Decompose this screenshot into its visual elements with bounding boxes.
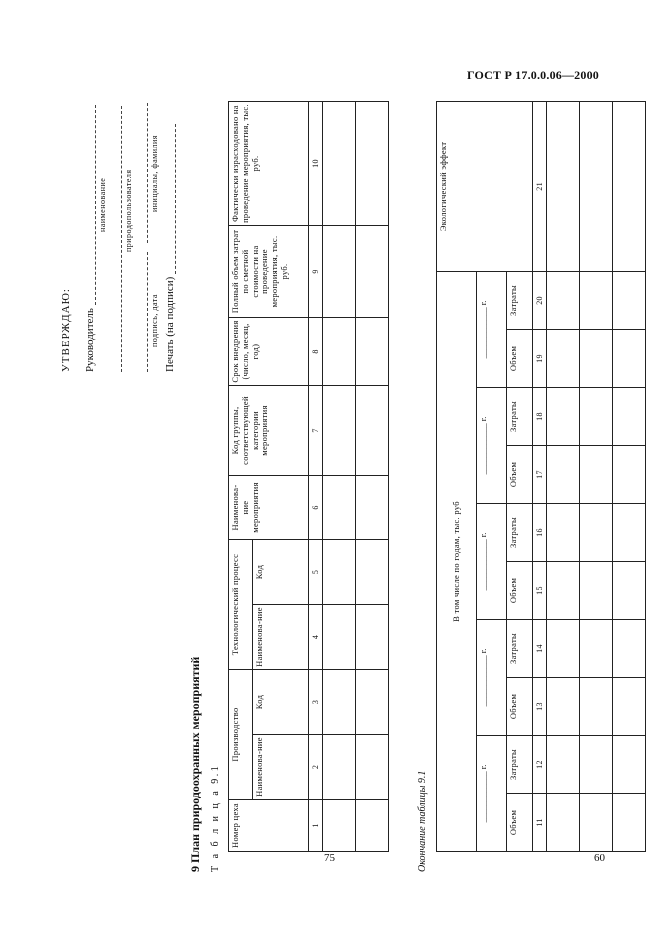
col-number: 14	[533, 620, 547, 678]
table-cell	[613, 271, 646, 329]
approval-sign-row	[136, 103, 148, 372]
table-cell	[547, 504, 580, 562]
table-cell	[547, 562, 580, 620]
rotated-content	[60, 102, 660, 872]
table-cell	[580, 678, 613, 736]
col-number: 9	[309, 226, 323, 318]
table-cell	[580, 794, 613, 852]
table-cell	[323, 102, 356, 226]
header-costs: Затраты	[507, 620, 533, 678]
table-cell	[580, 620, 613, 678]
header-production-name: Наименова-ние	[253, 735, 309, 800]
approval-stamp-line	[175, 124, 176, 274]
approval-title: УТВЕРЖДАЮ:	[60, 288, 72, 372]
header-full-cost: Полный объем затрат по сметной стоимости на проведение мероприятия, тыс. руб.	[229, 226, 309, 318]
col-number: 21	[533, 101, 547, 271]
header-costs: Затраты	[507, 736, 533, 794]
col-number: 13	[533, 678, 547, 736]
approval-sub-user: природопользователя	[124, 169, 133, 252]
col-number: 5	[309, 540, 323, 605]
table-cell	[547, 330, 580, 388]
col-number: 15	[533, 562, 547, 620]
approval-stamp-label: Печать (на подписи)	[164, 276, 176, 372]
header-volume: Объем	[507, 330, 533, 388]
header-eco-effect: Экологический эффект	[437, 101, 533, 271]
col-number: 16	[533, 504, 547, 562]
section-title: 9 План природоохранных мероприятий	[188, 656, 202, 872]
col-number: 6	[309, 476, 323, 540]
header-production-code: Код	[253, 670, 309, 735]
approval-head-row	[84, 105, 96, 372]
approval-sub-sign: подпись, дата	[150, 294, 159, 347]
table-cell	[323, 605, 356, 670]
page-number-right: 60	[594, 852, 605, 864]
year-label: ____________ г.	[477, 620, 507, 736]
header-term: Срок внедрения (число, месяц, год)	[229, 318, 309, 386]
approval-user-line	[121, 106, 122, 372]
table-cell	[356, 540, 389, 605]
approval-sub-initials: инициалы, фамилия	[150, 135, 159, 212]
header-shop: Номер цеха	[229, 800, 309, 852]
table-cell	[613, 678, 646, 736]
col-number: 19	[533, 330, 547, 388]
table-cell	[356, 102, 389, 226]
table-cell	[547, 101, 580, 271]
header-costs: Затраты	[507, 388, 533, 446]
year-label: ____________ г.	[477, 736, 507, 852]
header-costs: Затраты	[507, 271, 533, 329]
table-row	[547, 101, 580, 851]
table-cell	[613, 330, 646, 388]
table-cell	[547, 620, 580, 678]
col-number: 12	[533, 736, 547, 794]
approval-sub-name: наименование	[98, 177, 107, 232]
approval-head-label: Руководитель	[84, 308, 96, 372]
year-label: ____________ г.	[477, 388, 507, 504]
table-cell	[580, 388, 613, 446]
approval-stamp-row	[164, 124, 176, 372]
table-cell	[580, 271, 613, 329]
table-cell	[580, 736, 613, 794]
table-cell	[580, 101, 613, 271]
table-cell	[356, 670, 389, 735]
table-cell	[356, 605, 389, 670]
table-cell	[580, 446, 613, 504]
approval-user-row	[110, 106, 122, 372]
table1-number-row	[309, 102, 323, 852]
year-label: ____________ г.	[477, 504, 507, 620]
measures-table-continuation	[436, 101, 646, 852]
table2-number-row	[533, 101, 547, 851]
table-cell	[613, 388, 646, 446]
header-process-code: Код	[253, 540, 309, 605]
table-cell	[356, 226, 389, 318]
table-cell	[323, 386, 356, 476]
table-cell	[356, 318, 389, 386]
approval-sign-line	[147, 252, 148, 372]
table-cell	[356, 476, 389, 540]
table-cell	[547, 794, 580, 852]
approval-head-line	[95, 105, 96, 305]
header-measure-name: Наименова-ние мероприятия	[229, 476, 309, 540]
header-actual: Фактически израсходовано на проведение мероприятия, тыс. руб.	[229, 102, 309, 226]
table-cell	[580, 562, 613, 620]
col-number: 7	[309, 386, 323, 476]
col-number: 8	[309, 318, 323, 386]
table-cell	[613, 101, 646, 271]
table-cell	[547, 736, 580, 794]
col-number: 20	[533, 271, 547, 329]
header-volume: Объем	[507, 794, 533, 852]
table-cell	[323, 318, 356, 386]
continuation-label: Окончание таблицы 9.1	[417, 770, 428, 872]
table-cell	[547, 271, 580, 329]
table-cell	[356, 735, 389, 800]
header-process: Технологический процесс	[229, 540, 253, 670]
header-volume: Объем	[507, 678, 533, 736]
col-number: 1	[309, 800, 323, 852]
table-cell	[580, 504, 613, 562]
table-label: Т а б л и ц а 9.1	[210, 763, 221, 872]
table-cell	[323, 476, 356, 540]
header-production: Производство	[229, 670, 253, 800]
page-number-left: 75	[324, 852, 335, 864]
header-volume: Объем	[507, 562, 533, 620]
table-row	[323, 102, 356, 852]
table-cell	[356, 386, 389, 476]
table-cell	[323, 735, 356, 800]
table-cell	[547, 678, 580, 736]
col-number: 2	[309, 735, 323, 800]
col-number: 3	[309, 670, 323, 735]
table-cell	[547, 388, 580, 446]
table-cell	[356, 800, 389, 852]
table-row	[356, 102, 389, 852]
header-costs: Затраты	[507, 504, 533, 562]
document-code: ГОСТ Р 17.0.0.06—2000	[466, 68, 599, 82]
table-cell	[323, 670, 356, 735]
approval-initials-line	[147, 103, 148, 243]
measures-table	[228, 101, 389, 852]
table-cell	[580, 330, 613, 388]
header-by-years: В том числе по годам, тыс. руб	[437, 271, 477, 851]
col-number: 11	[533, 794, 547, 852]
table-cell	[613, 446, 646, 504]
header-volume: Объем	[507, 446, 533, 504]
table-cell	[323, 226, 356, 318]
table-cell	[613, 504, 646, 562]
col-number: 10	[309, 102, 323, 226]
col-number: 4	[309, 605, 323, 670]
header-group-code: Код группы, соответствующей категории мероприятия	[229, 386, 309, 476]
table-cell	[547, 446, 580, 504]
col-number: 18	[533, 388, 547, 446]
year-label: ____________ г.	[477, 271, 507, 387]
table-row	[613, 101, 646, 851]
table-row	[580, 101, 613, 851]
table-cell	[613, 794, 646, 852]
table-cell	[323, 800, 356, 852]
header-process-name: Наименова-ние	[253, 605, 309, 670]
table-cell	[613, 562, 646, 620]
table-cell	[323, 540, 356, 605]
col-number: 17	[533, 446, 547, 504]
table-cell	[613, 620, 646, 678]
table-cell	[613, 736, 646, 794]
